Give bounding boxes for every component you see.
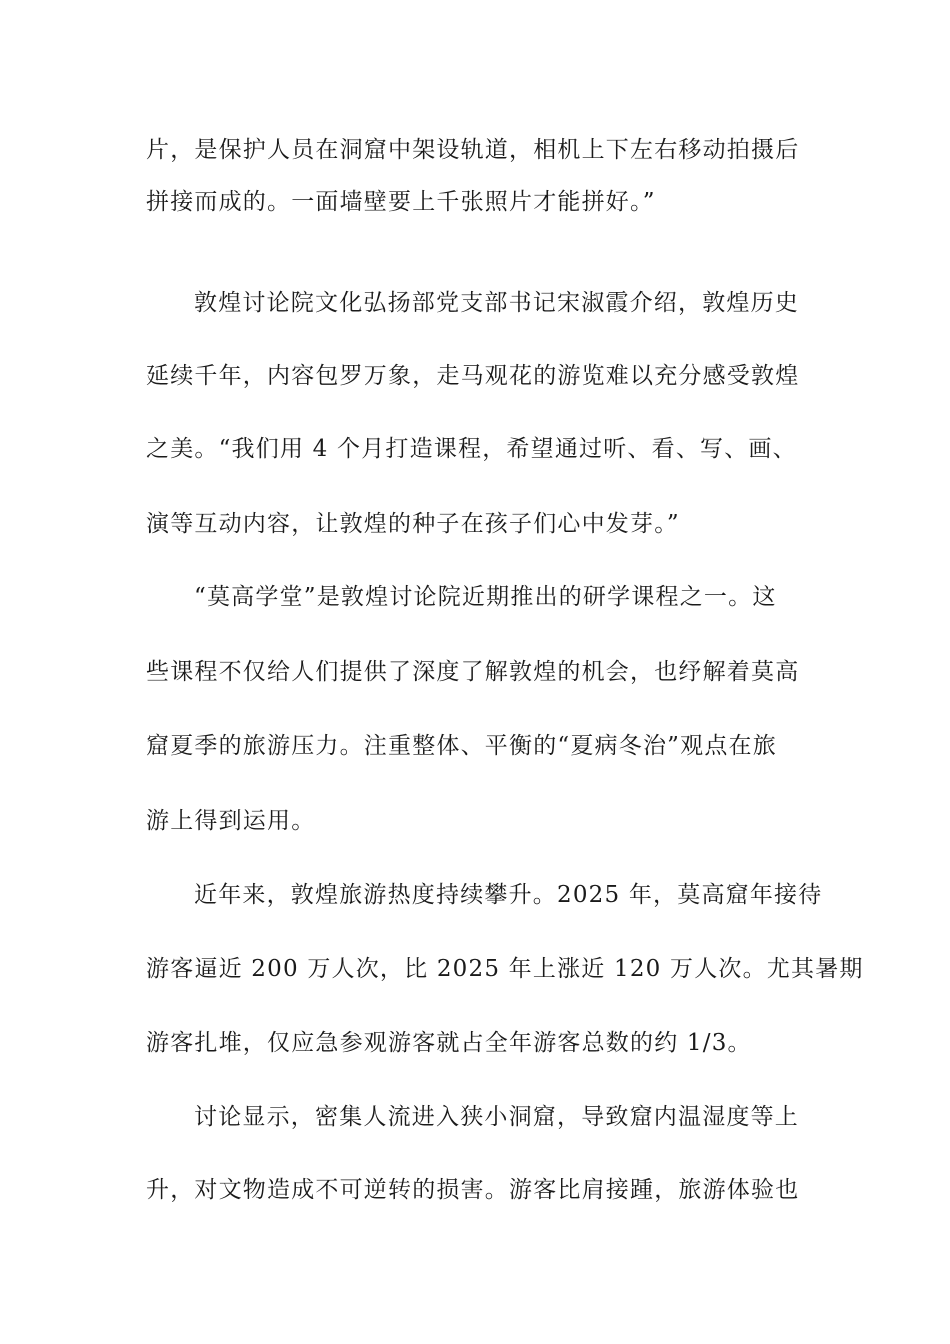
paragraph-first-line: 讨论显示，密集人流进入狭小洞窟，导致窟内温湿度等上 xyxy=(194,1104,799,1130)
text-line: 游上得到运用。 xyxy=(146,808,316,834)
paragraph-first-line: “莫高学堂”是敦煌讨论院近期推出的研学课程之一。这 xyxy=(194,584,777,610)
text-line: 之美。“我们用 4 个月打造课程，希望通过听、看、写、画、 xyxy=(146,436,797,462)
paragraph-first-line: 近年来，敦煌旅游热度持续攀升。2025 年，莫高窟年接待 xyxy=(194,882,823,908)
text-line: 些课程不仅给人们提供了深度了解敦煌的机会，也纾解着莫高 xyxy=(146,659,800,685)
text-line: 片，是保护人员在洞窟中架设轨道，相机上下左右移动拍摄后 xyxy=(146,137,800,163)
text-line: 演等互动内容，让敦煌的种子在孩子们心中发芽。” xyxy=(146,511,680,537)
paragraph-first-line: 敦煌讨论院文化弘扬部党支部书记宋淑霞介绍，敦煌历史 xyxy=(194,290,799,316)
text-line: 游客逼近 200 万人次，比 2025 年上涨近 120 万人次。尤其暑期 xyxy=(146,956,864,982)
text-line: 拼接而成的。一面墙壁要上千张照片才能拼好。” xyxy=(146,189,656,215)
text-line: 窟夏季的旅游压力。注重整体、平衡的“夏病冬治”观点在旅 xyxy=(146,733,777,759)
text-line: 延续千年，内容包罗万象，走马观花的游览难以充分感受敦煌 xyxy=(146,363,800,389)
text-line: 升，对文物造成不可逆转的损害。游客比肩接踵，旅游体验也 xyxy=(146,1177,800,1203)
text-line: 游客扎堆，仅应急参观游客就占全年游客总数的约 1/3。 xyxy=(146,1030,752,1056)
